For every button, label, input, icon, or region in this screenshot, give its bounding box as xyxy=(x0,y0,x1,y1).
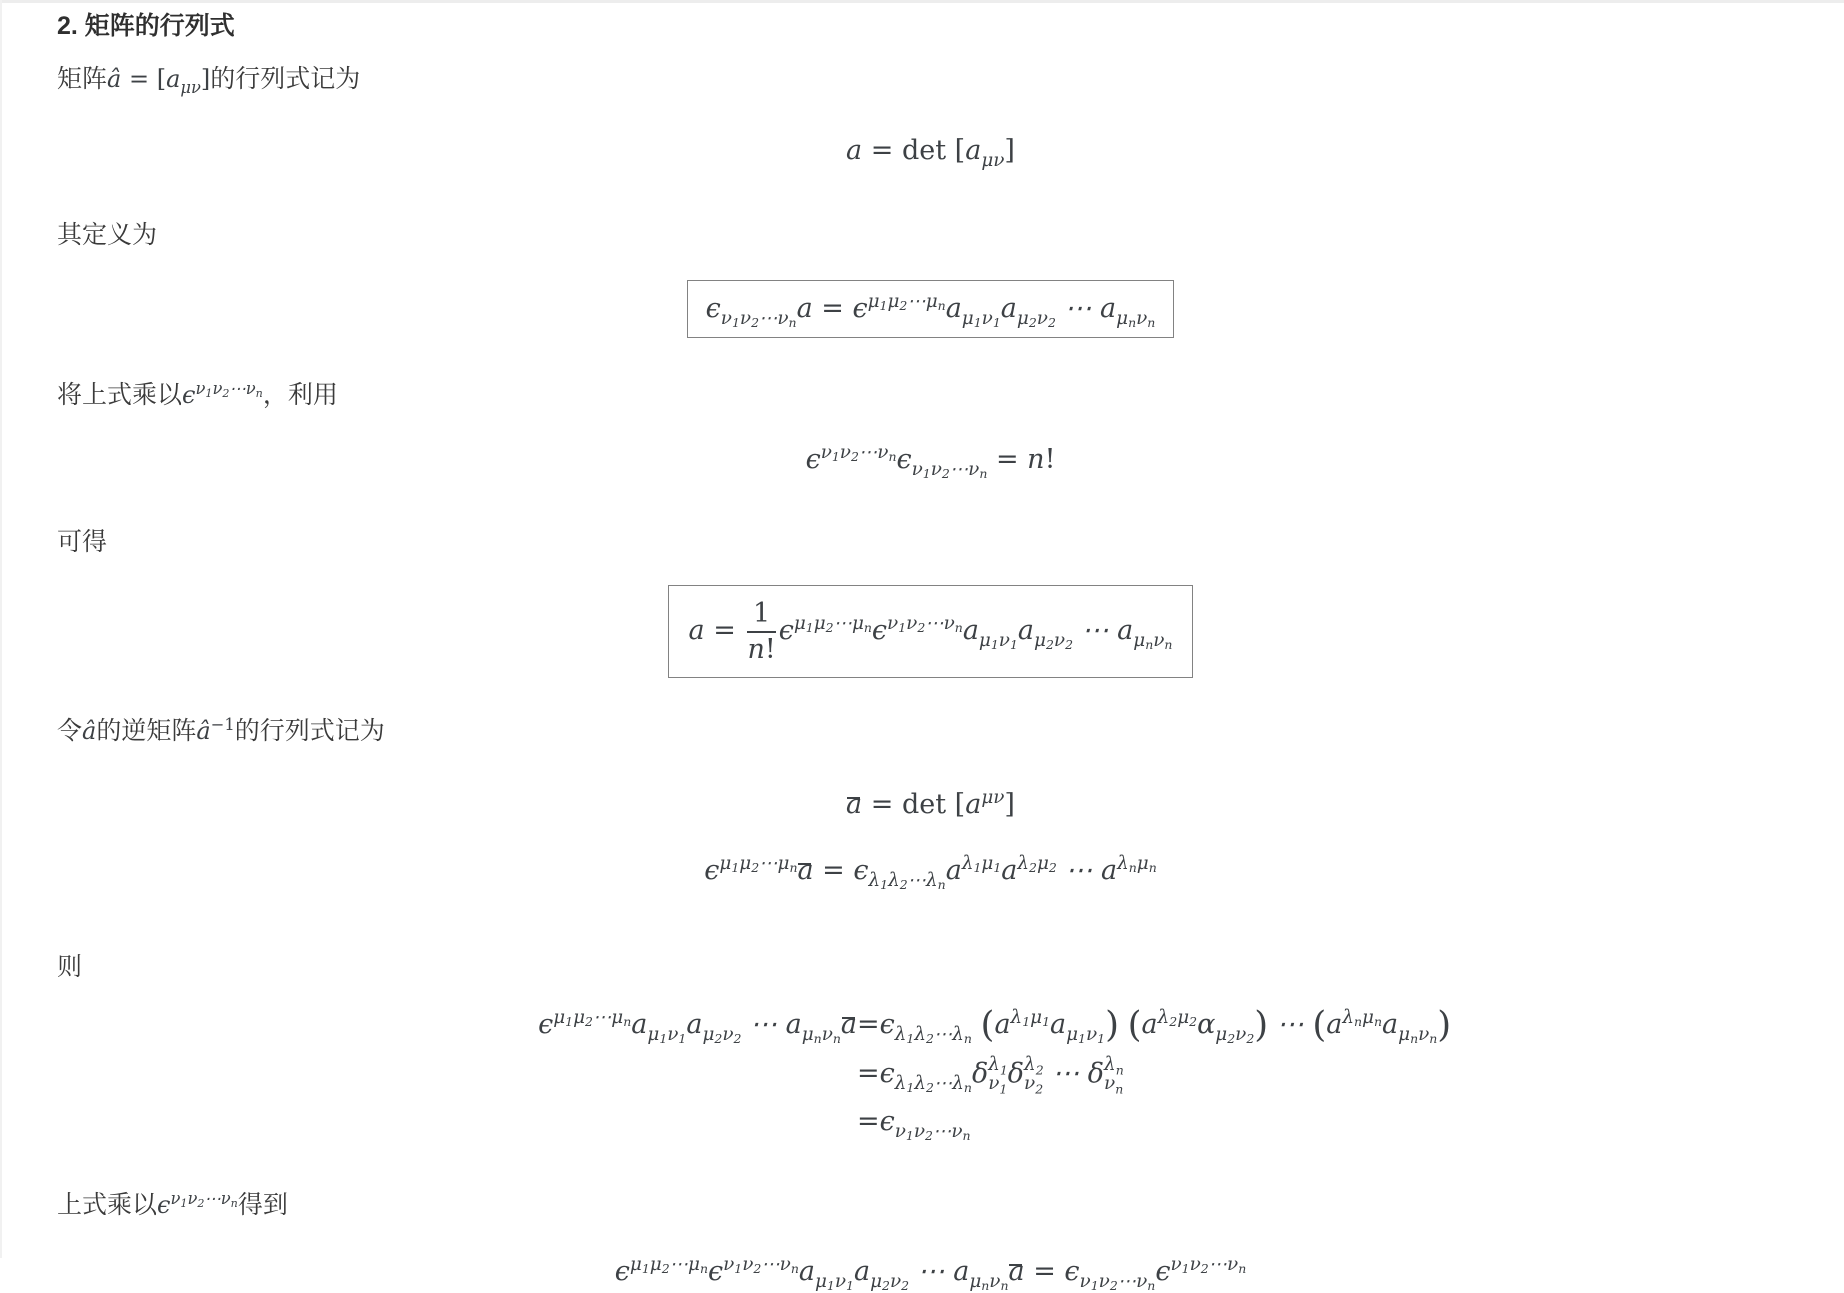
formula-det-notation xyxy=(57,130,1804,172)
formula-determinant xyxy=(57,585,1804,678)
math-final-identity: $\epsilon^{\mu_1\mu_2\cdots\mu_n}\epsilon^{\nu_1\nu_2\cdots\nu_n}a_{\mu_1\nu_1}a_{\mu_2\nu_2}$ ⋯ $a_{\mu_n\nu_n}a = \epsilon_{\nu_1\nu_2\cdots\nu_n}\epsilon^{\nu_1\nu_2\cdots\nu_n}$ xyxy=(615,1256,1246,1287)
paragraph-obtain: 可得 xyxy=(57,525,1804,561)
math-inverse-det-notation: $a = \det [a^{\mu\nu}]$ xyxy=(846,789,1015,820)
boxed-formula-levicivita-definition xyxy=(687,280,1175,337)
formula-inverse-det-notation xyxy=(57,784,1804,826)
top-border-strip xyxy=(0,0,1844,3)
math-epsilon-contraction: $\epsilon^{\nu_1\nu_2\cdots\nu_n}\epsilon_{\nu_1\nu_2\cdots\nu_n} = n$! xyxy=(806,444,1056,475)
left-border-strip xyxy=(0,0,2,1258)
math-det-notation: $a = \det [a_{\mu\nu}]$ xyxy=(846,135,1015,166)
formula-inverse-epsilon-def xyxy=(57,850,1804,892)
formula-final-identity xyxy=(57,1251,1804,1293)
derivation-line3-lhs xyxy=(427,1102,857,1143)
paragraph-matrix-det-intro: 矩阵â = $[a_{\mu\nu}]$的行列式记为 xyxy=(57,62,1804,98)
paragraph-final-multiply: 上式乘以$\epsilon^{\nu_1\nu_2\cdots\nu_n}$得到 xyxy=(57,1188,1804,1224)
derivation-line2-lhs xyxy=(427,1054,857,1095)
paragraph-then: 则 xyxy=(57,950,1804,986)
aligned-derivation xyxy=(427,1005,1804,1143)
paragraph-inverse-intro: 令â的逆矩阵$â^{-1}$的行列式记为 xyxy=(57,714,1804,750)
formula-levicivita-definition xyxy=(57,280,1804,337)
paragraph-definition-lead: 其定义为 xyxy=(57,218,1804,254)
section-heading: 2. 矩阵的行列式 xyxy=(57,11,1804,42)
math-inverse-epsilon-def: $\epsilon^{\mu_1\mu_2\cdots\mu_n}a = \epsilon_{\lambda_1\lambda_2\cdots\lambda_n}a^{\lambda_1\mu_1}a^{\lambda_2\mu_2}$ ⋯ $a^{\lambda_n\mu_n}$ xyxy=(704,855,1156,886)
boxed-formula-determinant xyxy=(668,585,1194,678)
math-levicivita-definition: $\epsilon_{\nu_1\nu_2\cdots\nu_n}a = \epsilon^{\mu_1\mu_2\cdots\mu_n}a_{\mu_1\nu_1}a_{\mu_2\nu_2}$ ⋯ $a_{\mu_n\nu_n}$ xyxy=(706,293,1156,324)
derivation-line1-rhs: $=\epsilon_{\lambda_1\lambda_2\cdots\lambda_n}$ $(a^{\lambda_1\mu_1}a_{\mu_1\nu_1})$ $(a^{\lambda_2\mu_2}\alpha_{\mu_2\nu_2})$ ⋯ $(a^{\lambda_n\mu_n}a_{\mu_n\nu_n})$ xyxy=(857,1005,1451,1046)
derivation-line2-rhs: $=\epsilon_{\lambda_1\lambda_2\cdots\lambda_n}\delta$ $\lambda_1$ $\nu_1$ δ $\lambda_2$ $\nu_2$ ⋯ δ $\lambda_n$ $\nu_n$ xyxy=(857,1054,1451,1095)
article-content xyxy=(0,11,1844,1293)
derivation-line1-lhs: $\epsilon^{\mu_1\mu_2\cdots\mu_n}a_{\mu_1\nu_1}a_{\mu_2\nu_2}$ ⋯ $a_{\mu_n\nu_n}a$ xyxy=(427,1005,857,1046)
math-determinant-formula: a = $\frac{1}{n!}$ $\epsilon^{\mu_1\mu_2\cdots\mu_n}\epsilon^{\nu_1\nu_2\cdots\nu_n}a_{\mu_1\nu_1}a_{\mu_2\nu_2}$ ⋯ $a_{\mu_n\nu_n}$ xyxy=(689,615,1173,646)
formula-epsilon-contraction xyxy=(57,439,1804,481)
paragraph-multiply-epsilon: 将上式乘以$\epsilon^{\nu_1\nu_2\cdots\nu_n}$，利用 xyxy=(57,378,1804,414)
derivation-line3-rhs: $=\epsilon_{\nu_1\nu_2\cdots\nu_n}$ xyxy=(857,1102,1451,1143)
